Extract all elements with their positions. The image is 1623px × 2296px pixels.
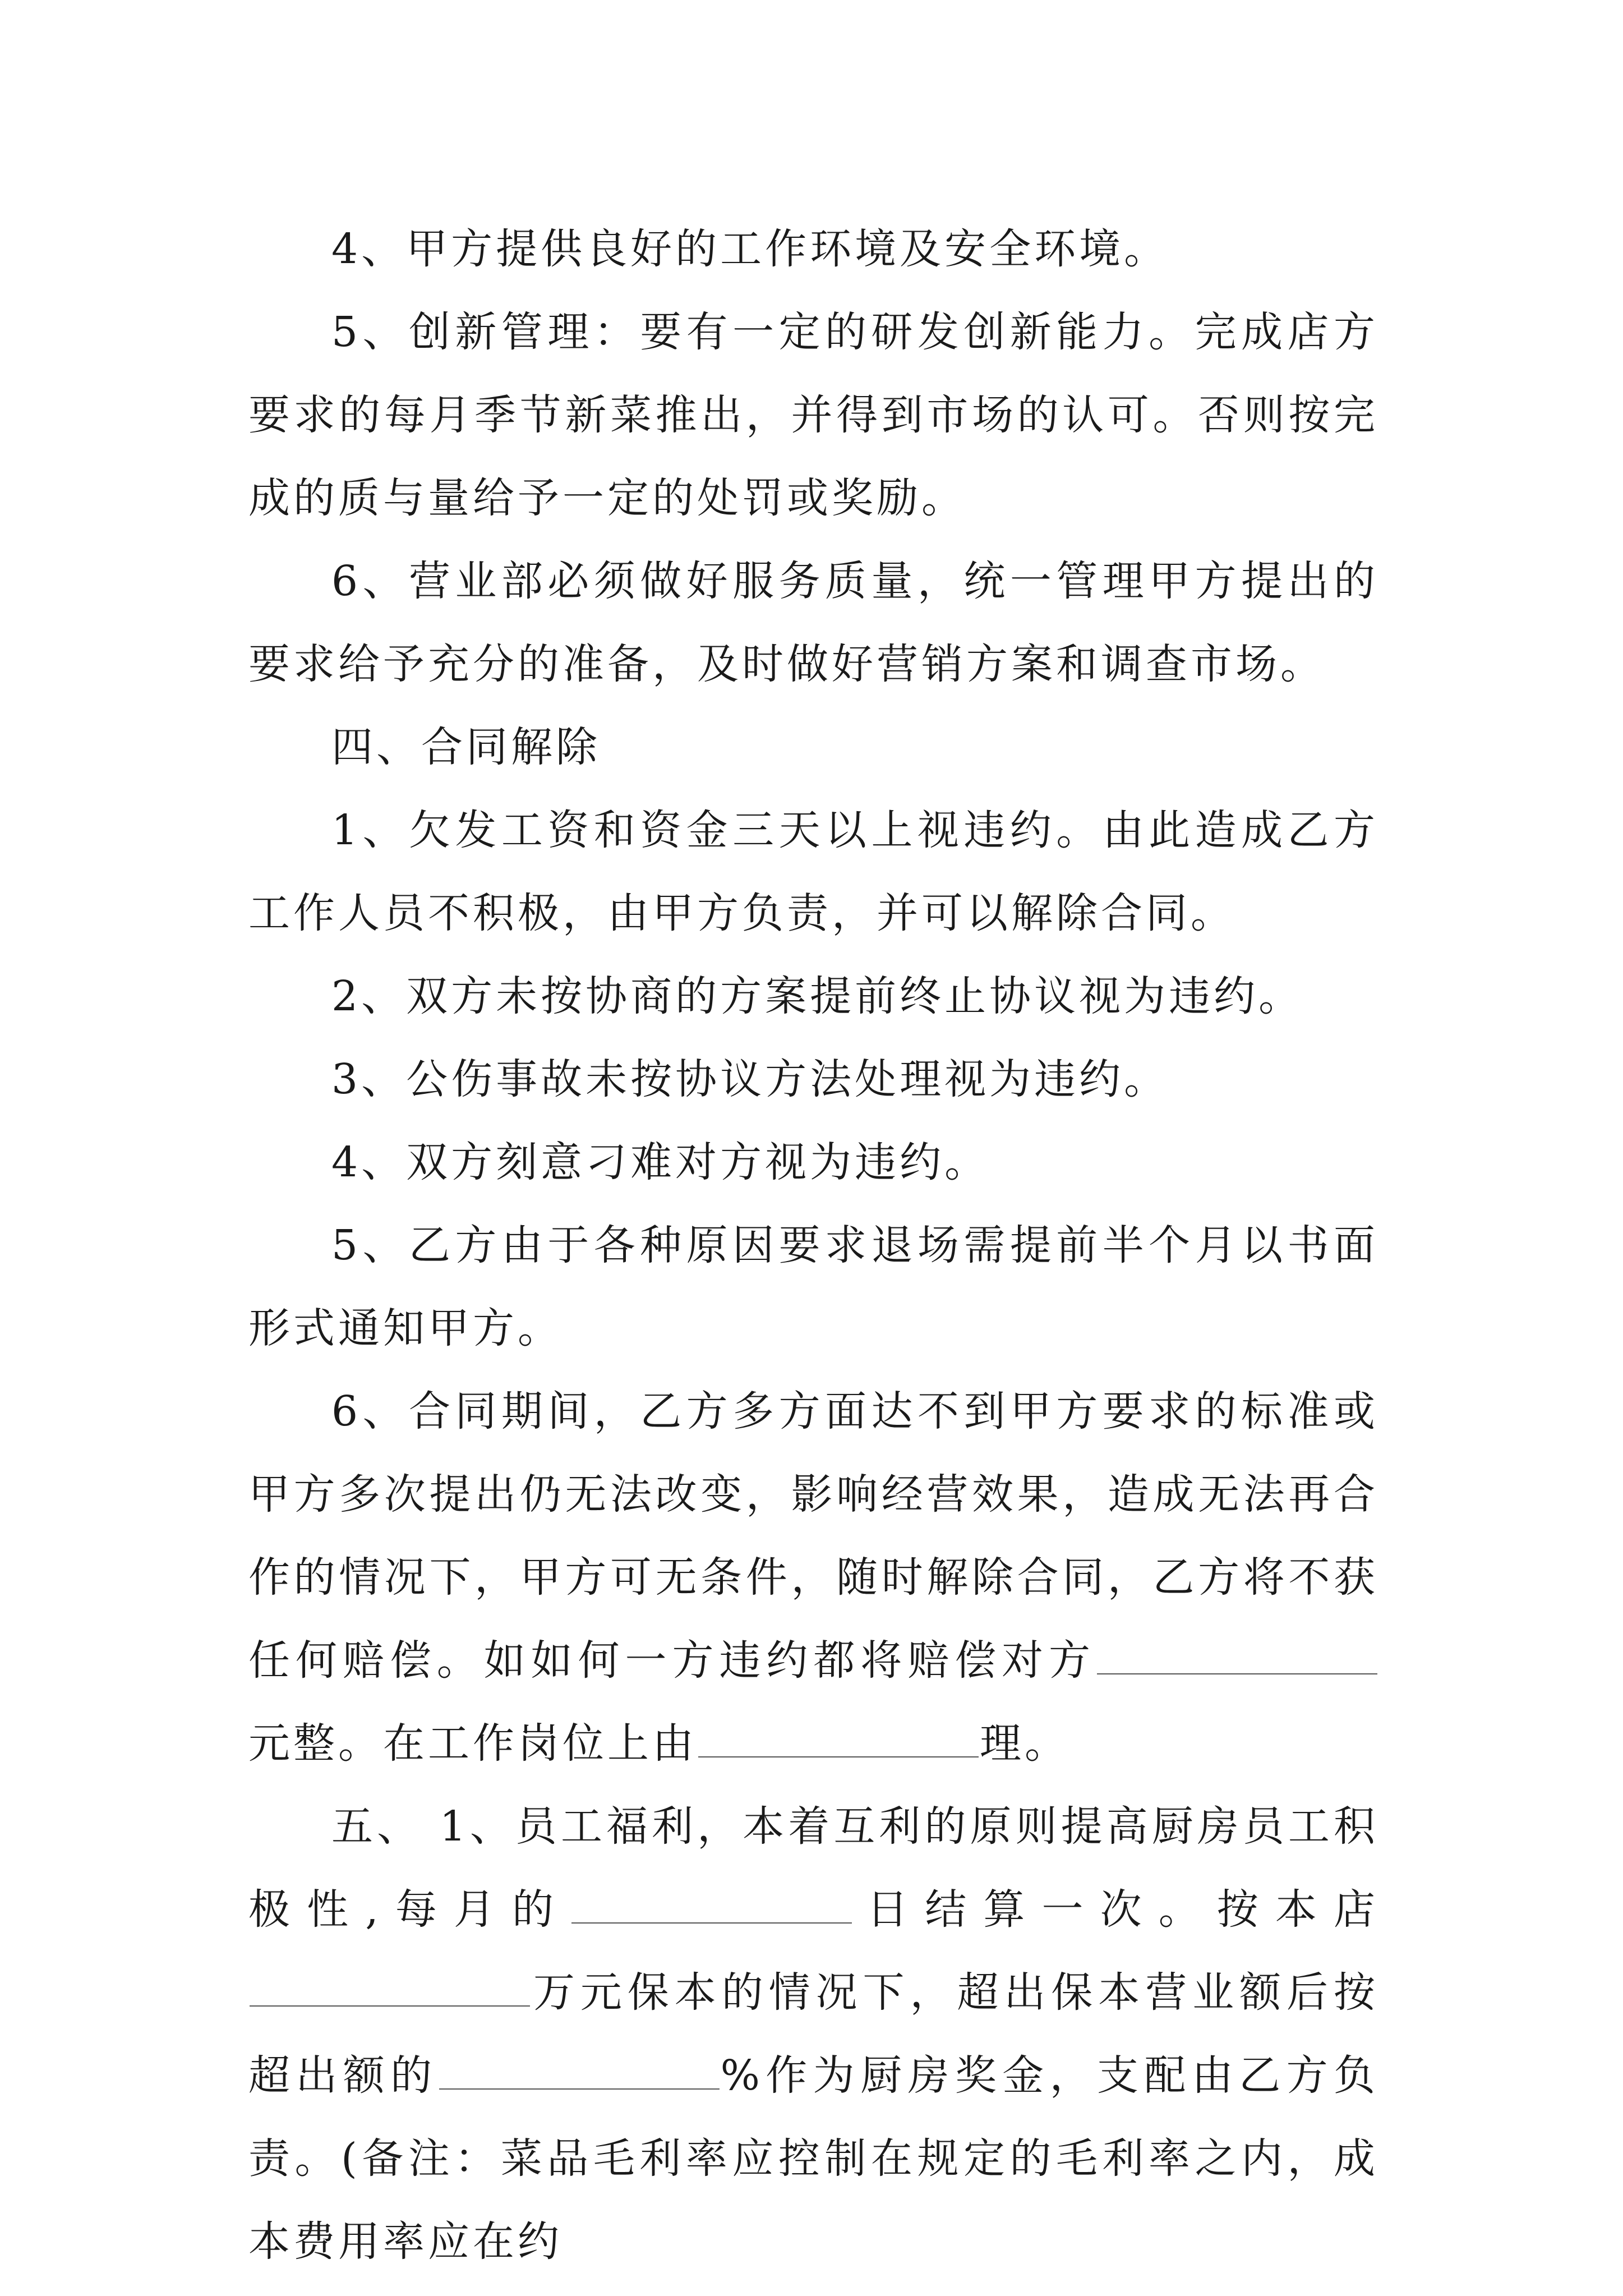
section-heading-contract-termination: 四、合同解除 (331, 723, 601, 771)
breach-text-part1: 6、合同期间，乙方多方面达不到甲方要求的标准或甲方多次提出仍无法改变，影响经营效果，造成无法再合作的情况下，甲方可无条件，随时解除合同，乙方将不获任何赔偿。如如何一方违约都将赔偿对方 (248, 1387, 1378, 1685)
paragraph-work-injury: 3、公伤事故未按协议方法处理视为违约。 (331, 1055, 1169, 1103)
welfare-text-part3: 万元保本的情况下，超出保本营业额后按超出额的 (248, 1968, 1378, 2100)
paragraph-breach-compensation (248, 1370, 1378, 1785)
bonus-percentage-blank (439, 2088, 720, 2090)
paragraph-unpaid-wages: 1、欠发工资和资金三天以上视违约。由此造成乙方工作人员不积极，由甲方负责，并可以解除合同。 (248, 806, 1378, 937)
welfare-text-part1: 五、 1、员工福利，本着互利的原则提高厨房员工积极性,每月的 (248, 1802, 1378, 1934)
paragraph-service-quality: 6、营业部必须做好服务质量，统一管理甲方提出的要求给予充分的准备，及时做好营销方案和调查市场。 (248, 557, 1378, 688)
document-body (248, 208, 1378, 2283)
paragraph-deliberate-obstruction: 4、双方刻意刁难对方视为违约。 (331, 1138, 990, 1186)
paragraph-early-termination: 2、双方未按协商的方案提前终止协议视为违约。 (331, 972, 1304, 1020)
paragraph-withdrawal-notice: 5、乙方由于各种原因要求退场需提前半个月以书面形式通知甲方。 (248, 1221, 1378, 1352)
welfare-text-part2: 日结算一次。按本店 (853, 1885, 1378, 1934)
breach-text-part2: 元整。在工作岗位上由 (248, 1719, 697, 1768)
paragraph-work-environment: 4、甲方提供良好的工作环境及安全环境。 (331, 225, 1169, 273)
breach-text-part3: 理。 (980, 1719, 1069, 1768)
paragraph-innovation-management: 5、创新管理：要有一定的研发创新能力。完成店方要求的每月季节新菜推出，并得到市场的认可。否则按完成的质与量给予一定的处罚或奖励。 (248, 308, 1378, 522)
paragraph-employee-welfare (248, 1785, 1378, 2283)
breakeven-amount-blank (250, 2005, 530, 2007)
responsible-party-blank (698, 1756, 979, 1757)
welfare-text-part4: %作为厨房奖金，支配由乙方负责。(备注：菜品毛利率应控制在规定的毛利率之内，成本费用率应在约 (248, 2051, 1378, 2266)
compensation-amount-blank (1097, 1673, 1377, 1674)
settlement-day-blank (571, 1922, 852, 1924)
